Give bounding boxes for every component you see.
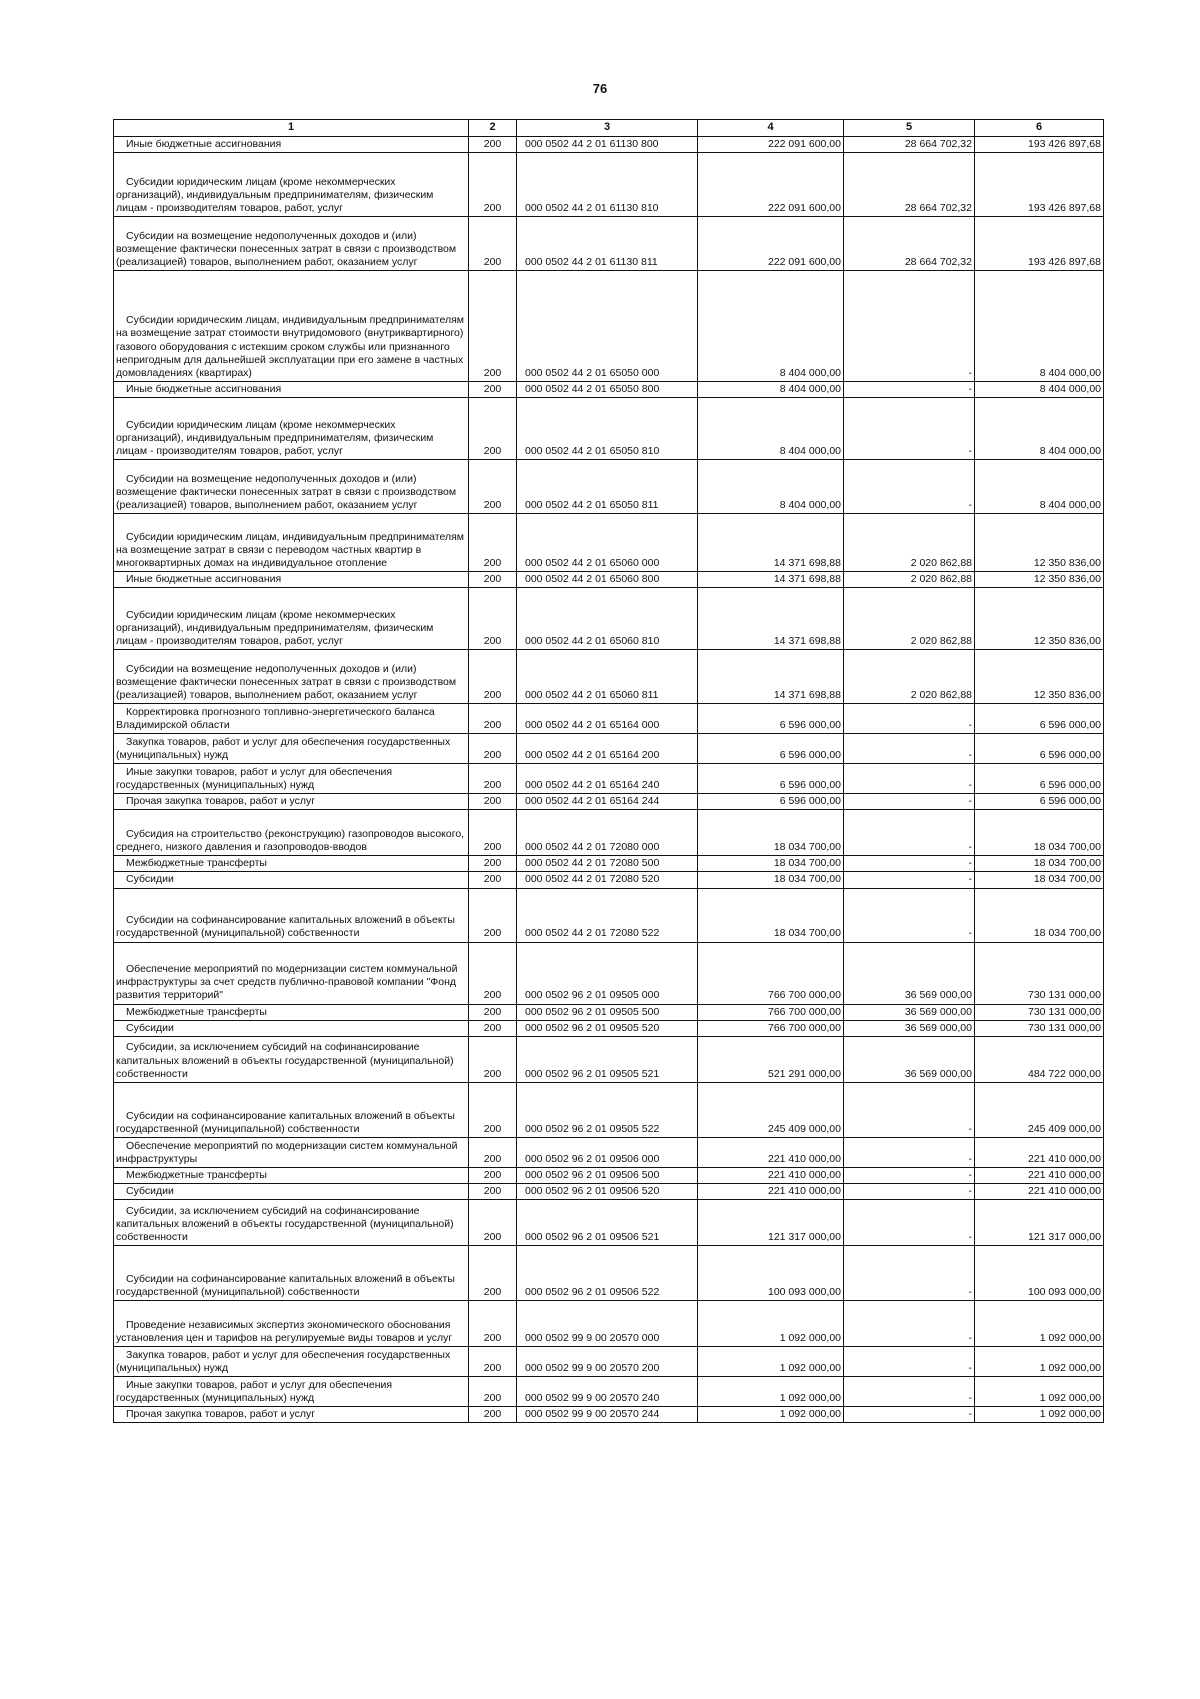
table-row [114,588,1104,650]
row-name [114,136,469,152]
row-admin-code: 200 [469,398,517,460]
row-executed: - [844,1347,975,1377]
row-admin-code: 200 [469,216,517,270]
row-name [114,1004,469,1020]
row-admin-code: 200 [469,942,517,1004]
row-budget-code: 000 0502 44 2 01 65060 811 [517,650,698,704]
row-executed: - [844,810,975,856]
row-name [114,1301,469,1347]
table-row [114,704,1104,734]
row-approved: 766 700 000,00 [698,942,844,1004]
row-name-text: Субсидии [126,1021,174,1034]
table-row [114,136,1104,152]
row-executed: - [844,764,975,794]
row-name-text: Иные закупки товаров, работ и услуг для обеспечения государственных (муниципальных) нужд [116,765,393,791]
row-budget-code: 000 0502 44 2 01 65164 244 [517,794,698,810]
row-admin-code: 200 [469,381,517,397]
row-budget-code: 000 0502 96 2 01 09506 000 [517,1137,698,1167]
row-admin-code: 200 [469,1137,517,1167]
row-executed: - [844,704,975,734]
table-row [114,942,1104,1004]
row-remainder: 193 426 897,68 [975,152,1104,216]
row-remainder: 730 131 000,00 [975,1004,1104,1020]
column-header-4: 4 [698,120,844,137]
row-name-text: Субсидии на возмещение недополученных доходов и (или) возмещение фактически понесенных затрат в связи с производством (реализацией) товаров, выполнением работ, оказанием услуг [116,229,457,268]
row-admin-code: 200 [469,1200,517,1246]
row-executed: - [844,888,975,942]
row-approved: 121 317 000,00 [698,1200,844,1246]
row-approved: 1 092 000,00 [698,1407,844,1423]
row-budget-code: 000 0502 44 2 01 72080 522 [517,888,698,942]
row-approved: 221 410 000,00 [698,1137,844,1167]
row-budget-code: 000 0502 44 2 01 72080 520 [517,872,698,888]
row-remainder: 12 350 836,00 [975,572,1104,588]
row-approved: 6 596 000,00 [698,794,844,810]
row-name-text: Закупка товаров, работ и услуг для обеспечения государственных (муниципальных) нужд [116,735,451,761]
row-budget-code: 000 0502 96 2 01 09505 000 [517,942,698,1004]
table-row [114,794,1104,810]
row-admin-code: 200 [469,460,517,514]
row-name [114,734,469,764]
table-row [114,1036,1104,1082]
table-row [114,856,1104,872]
row-remainder: 193 426 897,68 [975,216,1104,270]
row-admin-code: 200 [469,1082,517,1137]
table-row [114,1004,1104,1020]
row-approved: 245 409 000,00 [698,1082,844,1137]
row-budget-code: 000 0502 44 2 01 65060 800 [517,572,698,588]
row-executed: 36 569 000,00 [844,1036,975,1082]
row-admin-code: 200 [469,856,517,872]
row-admin-code: 200 [469,1347,517,1377]
row-executed: 2 020 862,88 [844,514,975,572]
row-executed: - [844,1183,975,1199]
row-name-text: Субсидии юридическим лицам (кроме некоммерческих организаций), индивидуальным предпринимателям, физическим лицам - производителям товаров, работ, услуг [116,608,434,647]
row-executed: 36 569 000,00 [844,1004,975,1020]
row-remainder: 6 596 000,00 [975,794,1104,810]
row-budget-code: 000 0502 96 2 01 09506 520 [517,1183,698,1199]
row-name-text: Субсидии юридическим лицам (кроме некоммерческих организаций), индивидуальным предпринимателям, физическим лицам - производителям товаров, работ, услуг [116,175,434,214]
row-name-text: Субсидии на возмещение недополученных доходов и (или) возмещение фактически понесенных затрат в связи с производством (реализацией) товаров, выполнением работ, оказанием услуг [116,472,457,511]
row-remainder: 6 596 000,00 [975,704,1104,734]
row-approved: 8 404 000,00 [698,460,844,514]
table-row [114,216,1104,270]
row-remainder: 8 404 000,00 [975,381,1104,397]
row-name [114,1246,469,1301]
row-name [114,588,469,650]
row-approved: 14 371 698,88 [698,650,844,704]
row-executed: - [844,1082,975,1137]
row-remainder: 6 596 000,00 [975,764,1104,794]
row-budget-code: 000 0502 44 2 01 65164 000 [517,704,698,734]
table-row [114,1301,1104,1347]
row-admin-code: 200 [469,734,517,764]
row-name [114,216,469,270]
row-approved: 6 596 000,00 [698,704,844,734]
row-budget-code: 000 0502 44 2 01 65060 810 [517,588,698,650]
row-admin-code: 200 [469,810,517,856]
row-executed: 28 664 702,32 [844,152,975,216]
row-name [114,1407,469,1423]
row-executed: - [844,1246,975,1301]
table-row [114,398,1104,460]
row-budget-code: 000 0502 44 2 01 65060 000 [517,514,698,572]
row-name [114,1137,469,1167]
row-admin-code: 200 [469,572,517,588]
row-budget-code: 000 0502 44 2 01 65164 240 [517,764,698,794]
row-remainder: 12 350 836,00 [975,588,1104,650]
row-name-text: Прочая закупка товаров, работ и услуг [126,795,316,808]
row-approved: 222 091 600,00 [698,136,844,152]
row-remainder: 245 409 000,00 [975,1082,1104,1137]
row-budget-code: 000 0502 44 2 01 72080 500 [517,856,698,872]
row-remainder: 730 131 000,00 [975,1020,1104,1036]
row-budget-code: 000 0502 96 2 01 09505 520 [517,1020,698,1036]
table-header-row [114,120,1104,137]
row-budget-code: 000 0502 44 2 01 65050 800 [517,381,698,397]
table-row [114,270,1104,381]
row-budget-code: 000 0502 99 9 00 20570 240 [517,1377,698,1407]
row-approved: 100 093 000,00 [698,1246,844,1301]
row-admin-code: 200 [469,888,517,942]
row-executed: - [844,1301,975,1347]
row-executed: 2 020 862,88 [844,588,975,650]
row-remainder: 12 350 836,00 [975,650,1104,704]
row-executed: 2 020 862,88 [844,572,975,588]
row-approved: 18 034 700,00 [698,888,844,942]
row-executed: - [844,872,975,888]
row-remainder: 18 034 700,00 [975,872,1104,888]
row-name [114,794,469,810]
row-admin-code: 200 [469,764,517,794]
row-name [114,1020,469,1036]
row-name [114,888,469,942]
row-approved: 14 371 698,88 [698,514,844,572]
row-name [114,1036,469,1082]
row-executed: - [844,1167,975,1183]
row-name [114,810,469,856]
table-row [114,888,1104,942]
table-row [114,1377,1104,1407]
row-budget-code: 000 0502 44 2 01 61130 811 [517,216,698,270]
row-budget-code: 000 0502 44 2 01 61130 810 [517,152,698,216]
row-name-text: Субсидии на возмещение недополученных доходов и (или) возмещение фактически понесенных затрат в связи с производством (реализацией) товаров, выполнением работ, оказанием услуг [116,662,457,701]
row-name-text: Субсидия на строительство (реконструкцию) газопроводов высокого, среднего, низкого давления и газопроводов-вводов [116,828,465,854]
row-name-text: Обеспечение мероприятий по модернизации систем коммунальной инфраструктуры [116,1139,458,1165]
row-remainder: 221 410 000,00 [975,1167,1104,1183]
row-executed: - [844,381,975,397]
table-row [114,152,1104,216]
row-name-text: Субсидии на софинансирование капитальных вложений в объекты государственной (муниципальной) собственности [116,1109,455,1135]
row-executed: 28 664 702,32 [844,136,975,152]
row-approved: 1 092 000,00 [698,1377,844,1407]
row-remainder: 100 093 000,00 [975,1246,1104,1301]
row-admin-code: 200 [469,704,517,734]
row-budget-code: 000 0502 96 2 01 09505 500 [517,1004,698,1020]
row-remainder: 8 404 000,00 [975,460,1104,514]
row-remainder: 221 410 000,00 [975,1183,1104,1199]
row-approved: 6 596 000,00 [698,764,844,794]
table-row [114,872,1104,888]
table-row [114,650,1104,704]
row-budget-code: 000 0502 96 2 01 09506 500 [517,1167,698,1183]
row-remainder: 8 404 000,00 [975,270,1104,381]
row-name [114,1347,469,1377]
row-name-text: Иные бюджетные ассигнования [126,382,282,395]
row-approved: 8 404 000,00 [698,398,844,460]
row-name [114,381,469,397]
row-approved: 14 371 698,88 [698,588,844,650]
row-admin-code: 200 [469,514,517,572]
row-executed: - [844,270,975,381]
row-admin-code: 200 [469,270,517,381]
table-row [114,514,1104,572]
row-name [114,270,469,381]
row-name [114,572,469,588]
row-approved: 766 700 000,00 [698,1004,844,1020]
table-row [114,572,1104,588]
budget-table [113,119,1104,1423]
row-admin-code: 200 [469,650,517,704]
table-row [114,1407,1104,1423]
row-admin-code: 200 [469,1183,517,1199]
row-name-text: Субсидии [126,873,174,886]
row-name-text: Субсидии на софинансирование капитальных вложений в объекты государственной (муниципальной) собственности [116,914,455,940]
table-row [114,1246,1104,1301]
row-remainder: 18 034 700,00 [975,810,1104,856]
column-header-3: 3 [517,120,698,137]
row-name-text: Закупка товаров, работ и услуг для обеспечения государственных (муниципальных) нужд [116,1348,451,1374]
table-row [114,381,1104,397]
table-row [114,1167,1104,1183]
row-approved: 222 091 600,00 [698,216,844,270]
row-name [114,398,469,460]
row-remainder: 12 350 836,00 [975,514,1104,572]
row-name-text: Проведение независимых экспертиз экономического обоснования установления цен и тарифов на регулируемые виды товаров и услуг [116,1318,453,1344]
row-admin-code: 200 [469,152,517,216]
row-admin-code: 200 [469,1407,517,1423]
row-admin-code: 200 [469,1036,517,1082]
row-name [114,764,469,794]
row-name-text: Межбюджетные трансферты [126,1005,267,1018]
row-approved: 8 404 000,00 [698,270,844,381]
table-row [114,1020,1104,1036]
row-approved: 14 371 698,88 [698,572,844,588]
row-budget-code: 000 0502 44 2 01 72080 000 [517,810,698,856]
row-admin-code: 200 [469,588,517,650]
row-name [114,514,469,572]
row-name [114,856,469,872]
row-budget-code: 000 0502 99 9 00 20570 000 [517,1301,698,1347]
row-approved: 221 410 000,00 [698,1183,844,1199]
row-approved: 521 291 000,00 [698,1036,844,1082]
row-budget-code: 000 0502 99 9 00 20570 244 [517,1407,698,1423]
row-admin-code: 200 [469,1167,517,1183]
row-name [114,942,469,1004]
table-row [114,1137,1104,1167]
row-budget-code: 000 0502 96 2 01 09505 521 [517,1036,698,1082]
row-budget-code: 000 0502 44 2 01 65050 000 [517,270,698,381]
row-admin-code: 200 [469,794,517,810]
row-admin-code: 200 [469,1301,517,1347]
row-name [114,872,469,888]
row-executed: - [844,1377,975,1407]
row-remainder: 1 092 000,00 [975,1407,1104,1423]
row-approved: 221 410 000,00 [698,1167,844,1183]
row-remainder: 1 092 000,00 [975,1301,1104,1347]
row-executed: - [844,460,975,514]
table-row [114,734,1104,764]
row-executed: - [844,1407,975,1423]
row-name [114,1183,469,1199]
row-executed: 2 020 862,88 [844,650,975,704]
row-remainder: 193 426 897,68 [975,136,1104,152]
row-name-text: Субсидии юридическим лицам, индивидуальным предпринимателям на возмещение затрат стоимости внутридомового (внутриквартирного) газового оборудования с истекшим сроком службы или признанного непригодным для дальнейшей эксплуатации при его замене в частных домовладениях (квартирах) [116,314,464,379]
row-executed: - [844,398,975,460]
row-name [114,650,469,704]
row-name-text: Субсидии, за исключением субсидий на софинансирование капитальных вложений в объекты государственной (муниципальной) собственности [116,1041,454,1080]
row-name-text: Иные бюджетные ассигнования [126,137,282,150]
row-executed: - [844,1137,975,1167]
row-remainder: 484 722 000,00 [975,1036,1104,1082]
row-name [114,460,469,514]
row-budget-code: 000 0502 44 2 01 65050 810 [517,398,698,460]
row-name-text: Межбюджетные трансферты [126,857,267,870]
table-row [114,460,1104,514]
row-name-text: Субсидии юридическим лицам, индивидуальным предпринимателям на возмещение затрат в связи с переводом частных квартир в многоквартирных домах на индивидуальное отопление [116,530,464,569]
row-budget-code: 000 0502 99 9 00 20570 200 [517,1347,698,1377]
table-row [114,1082,1104,1137]
row-remainder: 1 092 000,00 [975,1377,1104,1407]
row-executed: - [844,1200,975,1246]
table-body [114,120,1104,1423]
row-name [114,1082,469,1137]
table-row [114,764,1104,794]
row-name [114,152,469,216]
row-approved: 1 092 000,00 [698,1347,844,1377]
table-row [114,1347,1104,1377]
row-name-text: Субсидии юридическим лицам (кроме некоммерческих организаций), индивидуальным предпринимателям, физическим лицам - производителям товаров, работ, услуг [116,418,434,457]
table-row [114,1200,1104,1246]
row-executed: 36 569 000,00 [844,1020,975,1036]
row-executed: - [844,794,975,810]
row-budget-code: 000 0502 44 2 01 65164 200 [517,734,698,764]
row-remainder: 221 410 000,00 [975,1137,1104,1167]
page-number: 76 [592,81,608,96]
row-admin-code: 200 [469,1020,517,1036]
row-name-text: Корректировка прогнозного топливно-энергетического баланса Владимирской области [116,705,435,731]
row-name [114,1200,469,1246]
row-admin-code: 200 [469,1246,517,1301]
row-name-text: Субсидии [126,1184,174,1197]
row-executed: 36 569 000,00 [844,942,975,1004]
row-remainder: 8 404 000,00 [975,398,1104,460]
row-approved: 766 700 000,00 [698,1020,844,1036]
row-admin-code: 200 [469,136,517,152]
row-budget-code: 000 0502 44 2 01 65050 811 [517,460,698,514]
row-approved: 6 596 000,00 [698,734,844,764]
row-admin-code: 200 [469,872,517,888]
row-name [114,1377,469,1407]
row-name-text: Иные бюджетные ассигнования [126,573,282,585]
column-header-6: 6 [975,120,1104,137]
row-approved: 1 092 000,00 [698,1301,844,1347]
column-header-2: 2 [469,120,517,137]
row-remainder: 121 317 000,00 [975,1200,1104,1246]
row-remainder: 1 092 000,00 [975,1347,1104,1377]
row-budget-code: 000 0502 96 2 01 09506 521 [517,1200,698,1246]
row-remainder: 18 034 700,00 [975,856,1104,872]
row-name-text: Субсидии на софинансирование капитальных вложений в объекты государственной (муниципальной) собственности [116,1272,455,1298]
column-header-5: 5 [844,120,975,137]
row-approved: 8 404 000,00 [698,381,844,397]
row-executed: - [844,856,975,872]
row-name-text: Обеспечение мероприятий по модернизации систем коммунальной инфраструктуры за счет средств публично-правовой компании "Фонд развития территорий" [116,963,458,1002]
row-admin-code: 200 [469,1377,517,1407]
row-approved: 18 034 700,00 [698,872,844,888]
row-name-text: Межбюджетные трансферты [126,1168,267,1181]
row-budget-code: 000 0502 96 2 01 09506 522 [517,1246,698,1301]
row-admin-code: 200 [469,1004,517,1020]
row-approved: 18 034 700,00 [698,856,844,872]
column-header-1: 1 [114,120,469,137]
row-name-text: Иные закупки товаров, работ и услуг для обеспечения государственных (муниципальных) нужд [116,1378,393,1404]
row-name-text: Субсидии, за исключением субсидий на софинансирование капитальных вложений в объекты государственной (муниципальной) собственности [116,1204,454,1243]
row-name [114,704,469,734]
row-remainder: 6 596 000,00 [975,734,1104,764]
row-remainder: 18 034 700,00 [975,888,1104,942]
row-budget-code: 000 0502 44 2 01 61130 800 [517,136,698,152]
row-approved: 222 091 600,00 [698,152,844,216]
row-executed: - [844,734,975,764]
row-approved: 18 034 700,00 [698,810,844,856]
row-executed: 28 664 702,32 [844,216,975,270]
row-name-text: Прочая закупка товаров, работ и услуг [126,1408,316,1420]
row-name [114,1167,469,1183]
table-row [114,1183,1104,1199]
row-remainder: 730 131 000,00 [975,942,1104,1004]
row-budget-code: 000 0502 96 2 01 09505 522 [517,1082,698,1137]
table-row [114,810,1104,856]
